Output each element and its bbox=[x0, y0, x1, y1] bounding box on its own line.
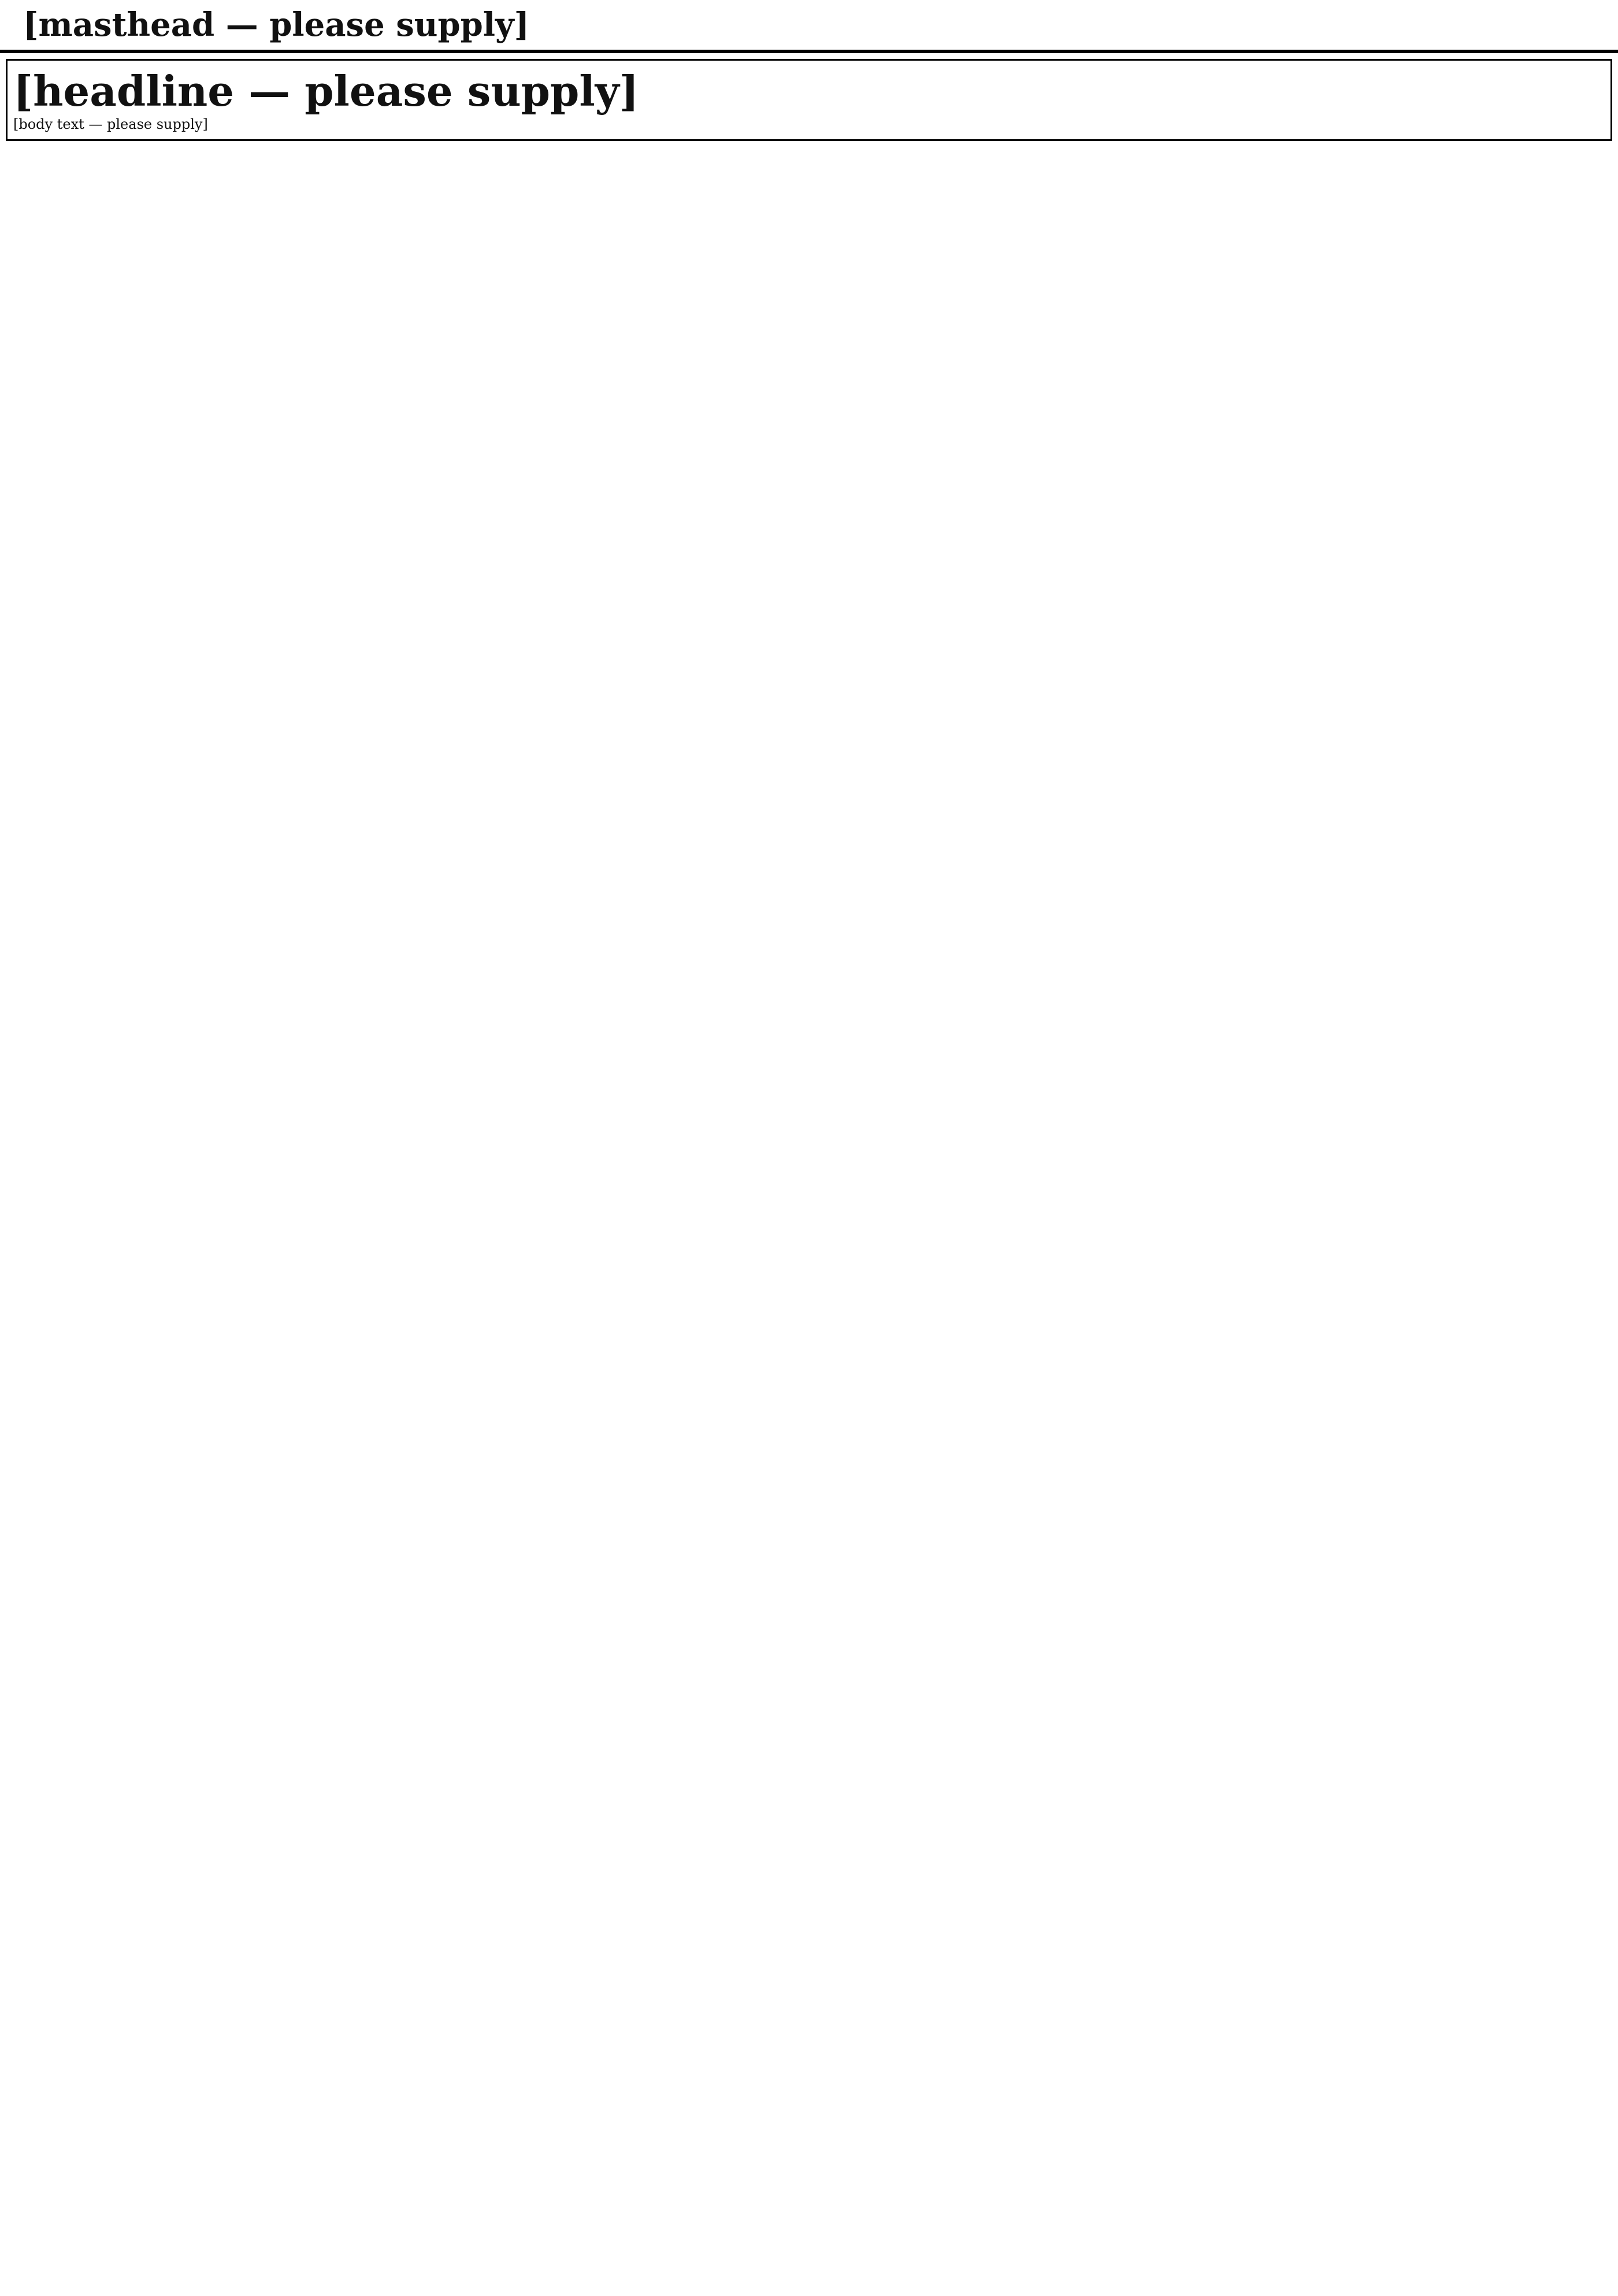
story-body: [body text — please supply] bbox=[13, 116, 208, 132]
story-headline: [headline — please supply] bbox=[13, 66, 639, 116]
masthead: [masthead — please supply] bbox=[0, 0, 1618, 53]
story-0 bbox=[6, 59, 1612, 141]
